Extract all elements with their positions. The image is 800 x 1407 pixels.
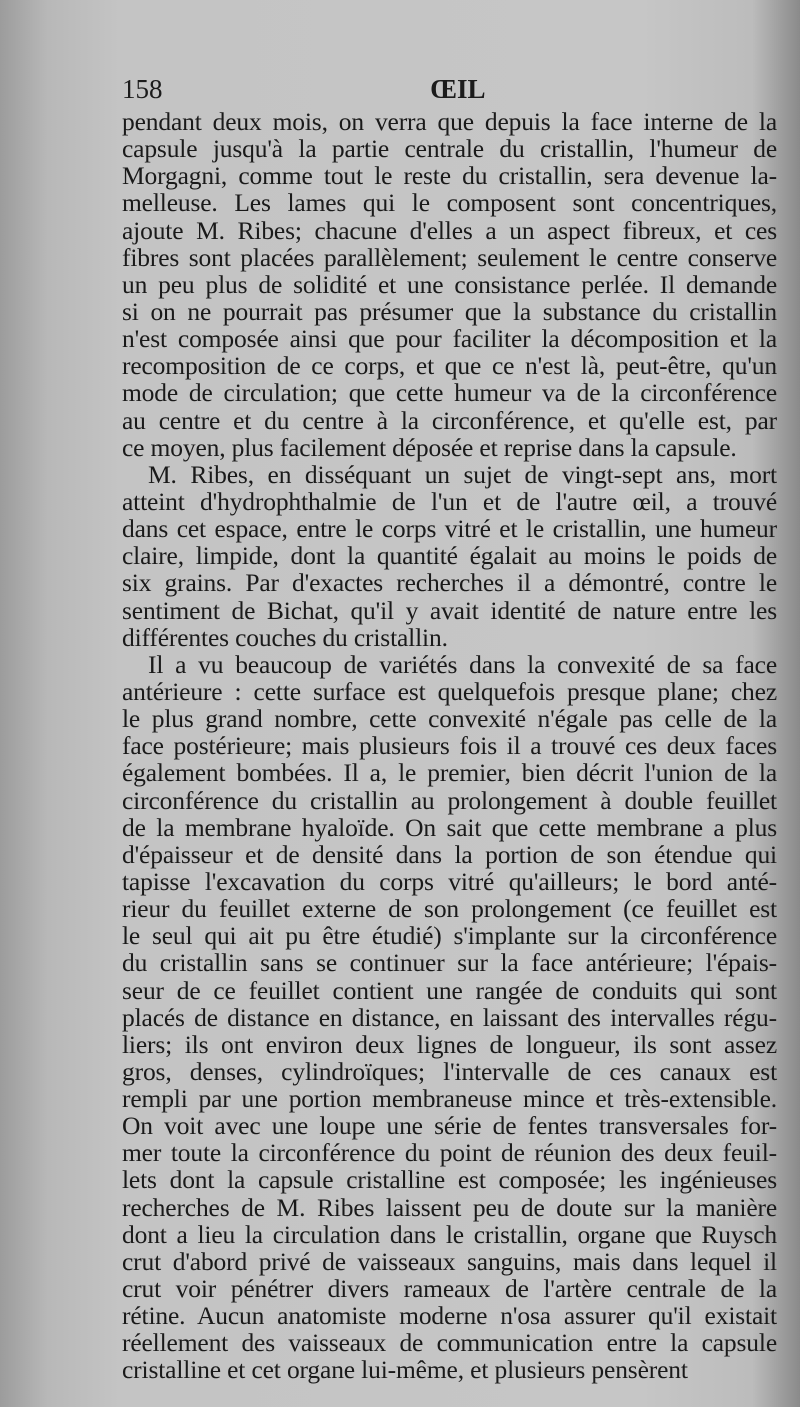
text-line: le plus grand nombre, cette convexité n'égale pas celle de la [122, 704, 777, 734]
text-line: placés de distance en distance, en laissant des intervalles régu- [122, 1002, 777, 1032]
text-line: rétine. Aucun anatomiste moderne n'osa assurer qu'il existait [122, 1301, 777, 1331]
text-line: circonférence du cristallin au prolongement à double feuillet [122, 785, 777, 815]
text-line: capsule jusqu'à la partie centrale du cristallin, l'humeur de [122, 134, 777, 164]
text-line: recomposition de ce corps, et que ce n'est là, peut-être, qu'un [122, 351, 777, 381]
text-line: dont a lieu la circulation dans le cristallin, organe que Ruysch [122, 1219, 777, 1249]
text-line: recherches de M. Ribes laissent peu de doute sur la manière [122, 1192, 777, 1222]
page-number: 158 [122, 74, 163, 104]
text-line: antérieure : cette surface est quelquefois presque plane; chez [122, 676, 777, 706]
text-line: On voit avec une loupe une série de fentes transversales for- [122, 1111, 777, 1141]
text-line: face postérieure; mais plusieurs fois il a trouvé ces deux faces [122, 731, 777, 761]
text-line: lets dont la capsule cristalline est composée; les ingénieuses [122, 1165, 777, 1195]
text-line: M. Ribes, en disséquant un sujet de vingt-sept ans, mort [148, 459, 777, 489]
text-line: crut d'abord privé de vaisseaux sanguins, mais dans lequel il [122, 1246, 777, 1276]
text-line: crut voir pénétrer divers rameaux de l'artère centrale de la [122, 1274, 777, 1304]
text-line: ce moyen, plus facilement déposée et reprise dans la capsule. [122, 432, 737, 462]
text-line: un peu plus de solidité et une consistance perlée. Il demande [122, 269, 777, 299]
text-line: cristalline et cet organe lui-même, et plusieurs pensèrent [122, 1355, 688, 1385]
text-line: réellement des vaisseaux de communication entre la capsule [122, 1328, 777, 1358]
text-line: pendant deux mois, on verra que depuis la face interne de la [122, 107, 777, 136]
text-line: Morgagni, comme tout le reste du cristallin, sera devenue la- [122, 161, 777, 191]
text-line: fibres sont placées parallèlement; seulement le centre conserve [122, 242, 777, 272]
text-line: également bombées. Il a, le premier, bien décrit l'union de la [122, 758, 777, 788]
text-line: d'épaisseur et de densité dans la portion de son étendue qui [122, 839, 777, 869]
text-line: au centre et du centre à la circonférence, et qu'elle est, par [122, 405, 777, 435]
text-line: mer toute la circonférence du point de réunion des deux feuil- [122, 1138, 777, 1168]
text-line: du cristallin sans se continuer sur la face antérieure; l'épais- [122, 948, 777, 978]
text-line: rieur du feuillet externe de son prolongement (ce feuillet est [122, 894, 777, 924]
text-line: le seul qui ait pu être étudié) s'implante sur la circonférence [122, 921, 777, 951]
body-text [122, 108, 777, 1384]
text-line: seur de ce feuillet contient une rangée de conduits qui sont [122, 975, 777, 1005]
text-line: six grains. Par d'exactes recherches il a démontré, contre le [122, 568, 777, 598]
text-line: différentes couches du cristallin. [122, 622, 448, 652]
running-head: ŒIL [430, 74, 486, 104]
text-line: melleuse. Les lames qui le composent sont concentriques, [122, 188, 777, 218]
text-line: tapisse l'excavation du corps vitré qu'ailleurs; le bord anté- [122, 866, 777, 896]
text-line: atteint d'hydrophthalmie de l'un et de l'autre œil, a trouvé [122, 486, 777, 516]
text-line: liers; ils ont environ deux lignes de longueur, ils sont assez [122, 1029, 777, 1059]
page-header [122, 74, 772, 108]
text-line: si on ne pourrait pas présumer que la substance du cristallin [122, 296, 777, 326]
text-line: claire, limpide, dont la quantité égalait au moins le poids de [122, 541, 777, 571]
text-line: de la membrane hyaloïde. On sait que cette membrane a plus [122, 812, 777, 842]
text-line: n'est composée ainsi que pour faciliter la décomposition et la [122, 324, 777, 354]
text-line: ajoute M. Ribes; chacune d'elles a un aspect fibreux, et ces [122, 215, 777, 245]
text-line: gros, denses, cylindroïques; l'intervalle de ces canaux est [122, 1056, 777, 1086]
text-line: sentiment de Bichat, qu'il y avait identité de nature entre les [122, 595, 777, 625]
text-line: mode de circulation; que cette humeur va de la circonférence [122, 378, 777, 408]
text-line: dans cet espace, entre le corps vitré et le cristallin, une humeur [122, 514, 777, 544]
text-line: Il a vu beaucoup de variétés dans la convexité de sa face [148, 649, 777, 679]
text-line: rempli par une portion membraneuse mince et très-extensible. [122, 1084, 777, 1114]
